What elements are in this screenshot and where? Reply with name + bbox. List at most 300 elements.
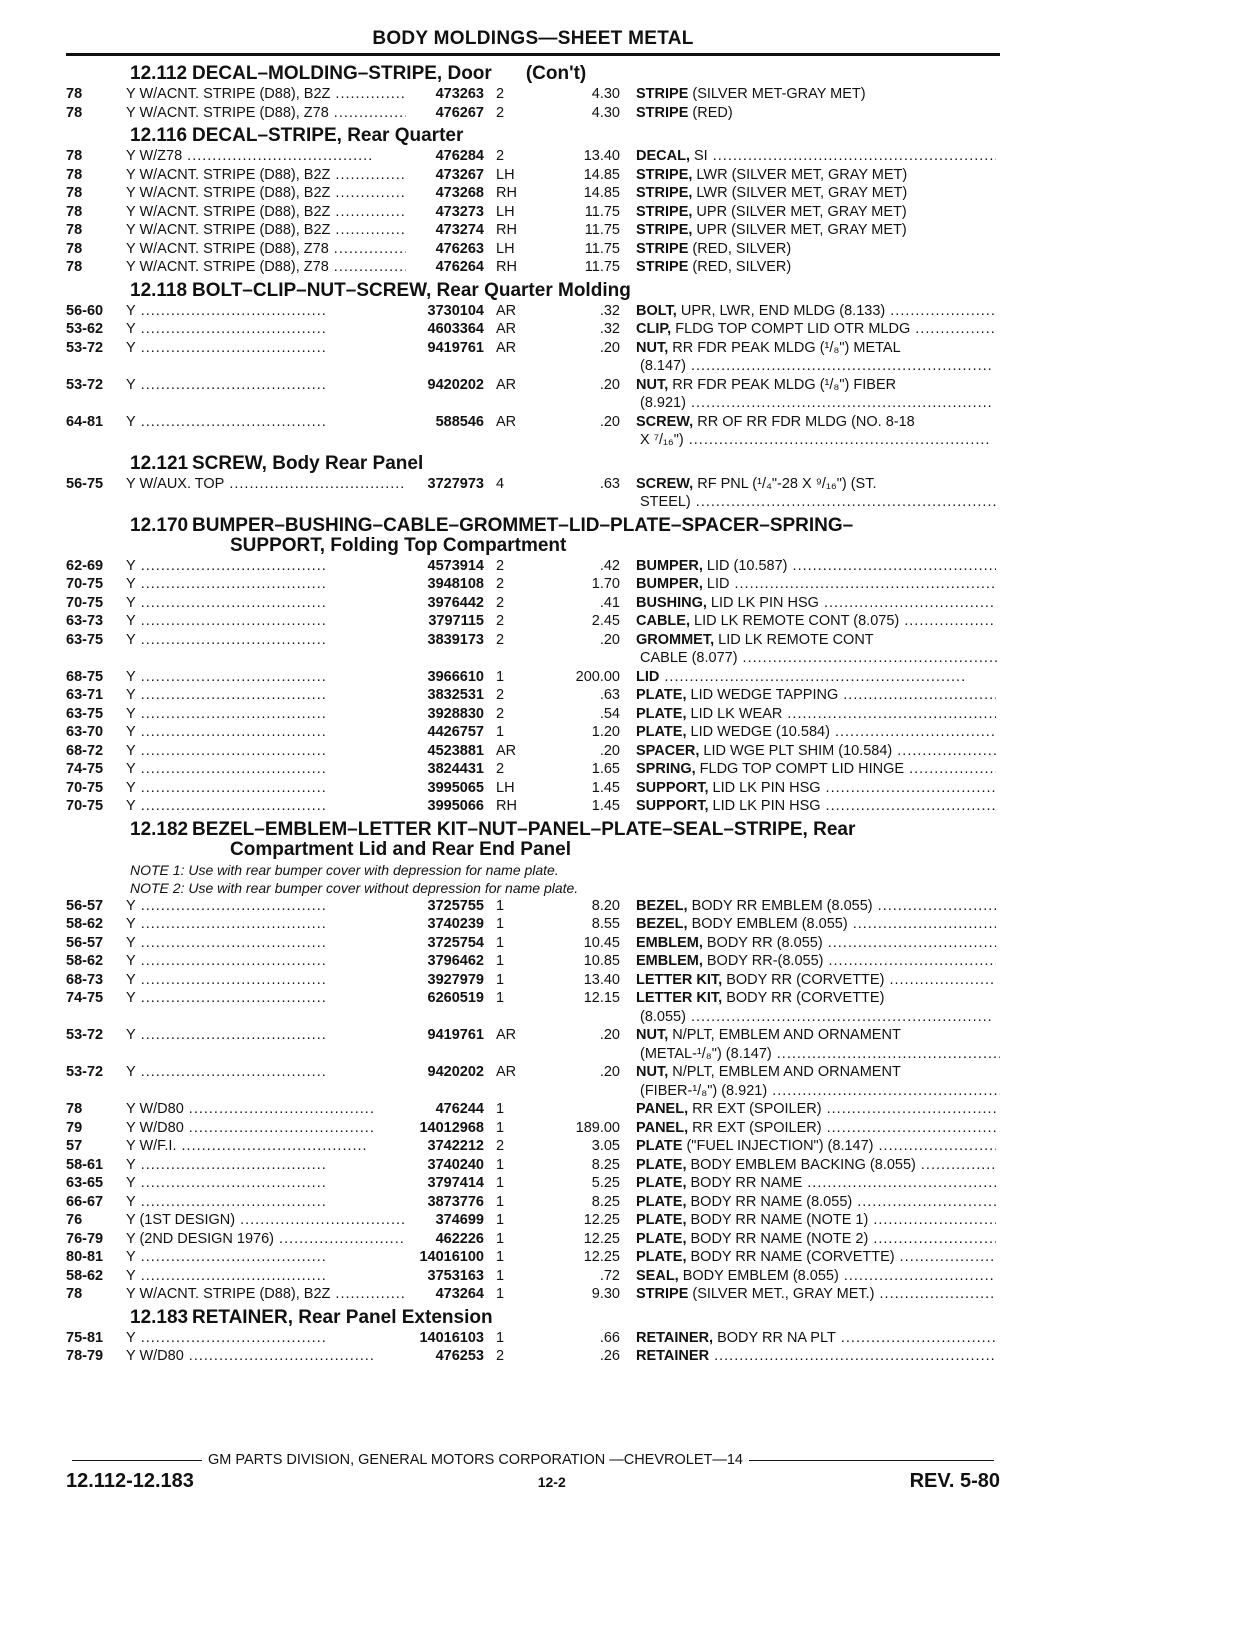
section-number: 12.182 <box>130 818 189 840</box>
part-detail: LWR (SILVER MET, GRAY MET) <box>692 185 908 201</box>
application <box>126 686 406 705</box>
part-row <box>66 971 1000 990</box>
description <box>628 104 996 123</box>
part-name: STRIPE, <box>636 166 693 183</box>
description <box>628 668 996 687</box>
model-years: 75-81 <box>66 1329 104 1346</box>
price: .20 <box>599 413 620 430</box>
quantity: 2 <box>496 705 505 722</box>
description-text <box>636 1194 996 1210</box>
part-detail: RR FDR PEAK MLDG (¹/₈") METAL <box>668 339 901 356</box>
application-text: Y ..... <box>126 595 327 611</box>
part-number: 3927979 <box>427 971 484 988</box>
quantity: 1 <box>496 1212 505 1228</box>
section-12-116 <box>66 122 1000 277</box>
price: 10.45 <box>583 934 620 951</box>
application-text: Y (1ST DESIGN) ..... <box>126 1212 406 1228</box>
model-years: 58-62 <box>66 916 104 932</box>
part-detail: LID LK PIN HSG <box>708 779 821 796</box>
part-name: STRIPE, <box>636 185 693 201</box>
description <box>628 971 996 990</box>
part-number: 3730104 <box>427 302 484 319</box>
application <box>126 1100 406 1119</box>
part-detail: RR OF RR FDR MLDG (NO. 8-18 <box>693 413 915 430</box>
description <box>628 779 996 798</box>
model-years: 70-75 <box>66 798 104 814</box>
quantity: RH <box>496 259 517 275</box>
price: 8.25 <box>591 1156 620 1173</box>
description-text <box>636 761 996 777</box>
footer-bottom <box>66 1470 1000 1493</box>
part-detail: BODY EMBLEM BACKING (8.055) <box>686 1156 916 1173</box>
part-name: PLATE, <box>636 1193 687 1210</box>
application <box>126 1285 406 1304</box>
model-years: 80-81 <box>66 1249 104 1265</box>
price: .20 <box>599 376 620 393</box>
model-years: 76 <box>66 1212 83 1228</box>
part-detail: FLDG TOP COMPT LID OTR MLDG <box>671 321 911 337</box>
section-title <box>66 1304 1000 1329</box>
section-title <box>66 450 1000 475</box>
part-row <box>66 376 1000 395</box>
description <box>628 612 996 631</box>
part-detail: LID (10.587) <box>702 557 788 574</box>
application-text: Y ..... <box>126 321 327 337</box>
model-years: 58-62 <box>66 953 104 969</box>
price: .20 <box>599 1064 620 1080</box>
part-row <box>66 1174 1000 1193</box>
application-text: Y ..... <box>126 898 327 914</box>
application-text: Y W/ACNT. STRIPE (D88), Z78 ..... <box>126 241 406 257</box>
part-number: 14016100 <box>419 1249 484 1265</box>
description <box>628 1156 996 1175</box>
part-detail: LID WGE PLT SHIM (10.584) <box>699 742 893 759</box>
part-detail: RR EXT (SPOILER) <box>688 1101 822 1117</box>
description-text <box>636 241 791 257</box>
description <box>628 302 996 321</box>
part-name: CLIP, <box>636 321 672 337</box>
model-years: 63-75 <box>66 705 104 722</box>
description <box>628 413 996 432</box>
part-row <box>66 1230 1000 1249</box>
section-heading: RETAINER, Rear Panel Extension <box>192 1306 493 1328</box>
application <box>126 1193 406 1212</box>
quantity: AR <box>496 413 517 430</box>
description <box>628 1211 996 1230</box>
application <box>126 797 406 816</box>
part-number: 3873776 <box>427 1193 484 1210</box>
part-name: STRIPE <box>636 259 689 275</box>
description <box>628 952 996 971</box>
model-years: 64-81 <box>66 413 104 430</box>
part-row <box>66 203 1000 222</box>
part-row <box>66 147 1000 166</box>
description <box>628 760 996 779</box>
description-text <box>636 595 996 611</box>
part-row <box>66 339 1000 358</box>
part-row <box>66 594 1000 613</box>
application <box>126 934 406 953</box>
quantity: 1 <box>496 1286 505 1302</box>
application <box>126 1211 406 1230</box>
part-number: 3976442 <box>427 594 484 611</box>
part-number: 3727973 <box>427 475 484 492</box>
quantity: 2 <box>496 1348 505 1364</box>
description-text <box>636 167 907 183</box>
model-years: 53-62 <box>66 321 104 337</box>
price: .20 <box>599 339 620 356</box>
application-text: Y W/AUX. TOP ..... <box>126 476 406 492</box>
part-detail: LID LK PIN HSG <box>706 594 819 611</box>
description-text <box>636 340 901 356</box>
application <box>126 203 406 222</box>
application-text: Y ..... <box>126 761 327 777</box>
part-row <box>66 989 1000 1008</box>
part-row <box>66 85 1000 104</box>
part-number: 3725755 <box>427 897 484 914</box>
quantity: 1 <box>496 1101 505 1117</box>
section-heading: DECAL–STRIPE, Rear Quarter <box>192 125 464 146</box>
part-detail: LID <box>702 576 730 592</box>
application <box>126 779 406 798</box>
model-years: 53-72 <box>66 339 104 356</box>
model-years: 56-60 <box>66 302 104 319</box>
part-row <box>66 1329 1000 1348</box>
description <box>628 742 996 761</box>
application-text: Y W/ACNT. STRIPE (D88), B2Z ..... <box>126 222 406 238</box>
description-text <box>636 414 915 430</box>
model-years: 70-75 <box>66 594 104 611</box>
part-row <box>66 240 1000 259</box>
part-name: EMBLEM, <box>636 934 703 951</box>
part-row <box>66 1285 1000 1304</box>
page-footer <box>66 1452 1000 1493</box>
part-number: 476267 <box>435 104 484 121</box>
price: .20 <box>599 1027 620 1043</box>
quantity: LH <box>496 166 515 183</box>
model-years: 63-75 <box>66 631 104 648</box>
description <box>628 1174 996 1193</box>
application <box>126 705 406 724</box>
application <box>126 1137 406 1156</box>
part-name: STRIPE <box>636 240 689 257</box>
part-row <box>66 320 1000 339</box>
section-title <box>66 816 1000 861</box>
quantity: 1 <box>496 724 505 740</box>
section-title-line <box>66 281 1000 301</box>
price: 1.65 <box>591 761 620 777</box>
part-number: 3839173 <box>427 631 484 648</box>
description <box>628 915 996 934</box>
application-text: Y ..... <box>126 377 327 393</box>
footer-division-line <box>66 1452 1000 1468</box>
application-text: Y ..... <box>126 558 327 574</box>
application <box>126 557 406 576</box>
description <box>628 475 996 494</box>
model-years: 78 <box>66 1101 83 1117</box>
quantity: AR <box>496 321 517 337</box>
part-row <box>66 184 1000 203</box>
part-detail: BODY RR-(8.055) <box>702 953 824 969</box>
model-years: 63-65 <box>66 1175 104 1191</box>
application <box>126 1119 406 1138</box>
description-text <box>636 1157 996 1173</box>
section-heading: BUMPER–BUSHING–CABLE–GROMMET–LID–PLATE–SPACER–SPRING– <box>192 514 854 536</box>
description-text <box>636 576 996 592</box>
description-text <box>636 1348 996 1364</box>
description-continued-text: (METAL-¹/₈") (8.147) ..... <box>640 1046 1000 1062</box>
part-name: PANEL, <box>636 1101 689 1117</box>
application <box>126 320 406 339</box>
part-name: SEAL, <box>636 1267 679 1284</box>
application-text: Y ..... <box>126 1064 327 1080</box>
application-text: Y W/F.I. ..... <box>126 1138 368 1154</box>
application-text: Y ..... <box>126 990 327 1006</box>
application <box>126 475 406 494</box>
description <box>628 1267 996 1286</box>
model-years: 74-75 <box>66 990 104 1006</box>
part-detail: BODY RR EMBLEM (8.055) <box>687 897 873 914</box>
quantity: 1 <box>496 1193 505 1210</box>
part-row <box>66 221 1000 240</box>
quantity: RH <box>496 798 517 814</box>
application-text: Y ..... <box>126 743 327 759</box>
part-number: 3742212 <box>427 1138 484 1154</box>
model-years: 70-75 <box>66 779 104 796</box>
description-text <box>636 148 996 164</box>
part-name: PLATE, <box>636 724 687 740</box>
application <box>126 612 406 631</box>
part-row <box>66 1211 1000 1230</box>
part-number: 6260519 <box>427 990 484 1006</box>
description-continued <box>66 493 1000 512</box>
quantity: AR <box>496 1027 517 1043</box>
part-row <box>66 612 1000 631</box>
description-text <box>636 1138 996 1154</box>
price: 11.75 <box>584 259 620 275</box>
section-continued: (Con't) <box>525 63 587 84</box>
description-text <box>636 916 996 932</box>
quantity: 2 <box>496 576 505 592</box>
description-text <box>636 1101 996 1117</box>
footer-range: 12.112-12.183 <box>66 1470 194 1492</box>
part-detail: LID LK PIN HSG <box>708 798 821 814</box>
quantity: 2 <box>496 1138 505 1154</box>
part-number: 4573914 <box>427 557 484 574</box>
quantity: 1 <box>496 934 505 951</box>
part-row <box>66 1267 1000 1286</box>
application <box>126 1248 406 1267</box>
part-detail: (SILVER MET., GRAY MET.) <box>688 1286 875 1302</box>
part-number: 476263 <box>435 240 484 257</box>
description-text <box>636 953 996 969</box>
part-name: NUT, <box>636 1027 669 1043</box>
part-name: LETTER KIT, <box>636 990 723 1006</box>
part-name: PANEL, <box>636 1119 689 1136</box>
model-years: 56-57 <box>66 897 104 914</box>
part-detail: LWR (SILVER MET, GRAY MET) <box>692 166 908 183</box>
part-number: 473267 <box>435 166 484 183</box>
model-years: 78 <box>66 259 83 275</box>
model-years: 76-79 <box>66 1230 104 1247</box>
part-name: PLATE, <box>636 1249 687 1265</box>
part-detail: LID WEDGE (10.584) <box>686 724 830 740</box>
quantity: AR <box>496 339 517 356</box>
price: 8.20 <box>591 897 620 914</box>
part-name: STRIPE <box>636 86 689 102</box>
part-row <box>66 723 1000 742</box>
description-continued <box>66 649 1000 668</box>
part-detail: RR EXT (SPOILER) <box>688 1119 822 1136</box>
price: 13.40 <box>583 148 620 164</box>
part-row <box>66 1063 1000 1082</box>
part-number: 473273 <box>435 203 484 220</box>
part-name: BUSHING, <box>636 594 707 611</box>
description <box>628 1248 996 1267</box>
part-detail: UPR (SILVER MET, GRAY MET) <box>692 203 907 220</box>
part-number: 3966610 <box>427 668 484 685</box>
part-detail: UPR (SILVER MET, GRAY MET) <box>692 222 907 238</box>
model-years: 78-79 <box>66 1348 104 1364</box>
model-years: 78 <box>66 148 83 164</box>
application-text: Y ..... <box>126 303 327 319</box>
application-text: Y ..... <box>126 576 327 592</box>
application <box>126 302 406 321</box>
description <box>628 339 996 358</box>
header-rule <box>66 53 1000 56</box>
price: 1.20 <box>591 724 620 740</box>
section-number: 12.121 <box>130 452 189 474</box>
description-text <box>636 1212 996 1228</box>
description <box>628 258 996 277</box>
application <box>126 575 406 594</box>
application <box>126 85 406 104</box>
footer-revision: REV. 5-80 <box>909 1470 1000 1492</box>
part-number: 3948108 <box>427 576 484 592</box>
application <box>126 1174 406 1193</box>
description <box>628 594 996 613</box>
part-number: 476253 <box>435 1348 484 1364</box>
application-text: Y W/ACNT. STRIPE (D88), Z78 ..... <box>126 105 406 121</box>
part-number: 3797115 <box>428 613 484 629</box>
part-row <box>66 557 1000 576</box>
application <box>126 413 406 432</box>
part-number: 3740239 <box>427 916 484 932</box>
section-title-line <box>66 454 1000 474</box>
application <box>126 1329 406 1348</box>
section-title-line <box>66 126 1000 146</box>
part-number: 473264 <box>435 1286 484 1302</box>
part-name: SUPPORT, <box>636 779 709 796</box>
section-12-183 <box>66 1304 1000 1366</box>
description-text <box>636 204 907 220</box>
part-number: 3740240 <box>427 1156 484 1173</box>
part-detail: (RED) <box>688 104 733 121</box>
price: 14.85 <box>583 185 620 201</box>
part-detail: LID WEDGE TAPPING <box>686 687 839 703</box>
section-title <box>66 277 1000 302</box>
part-row <box>66 915 1000 934</box>
description-text <box>636 105 733 121</box>
model-years: 70-75 <box>66 576 104 592</box>
application <box>126 221 406 240</box>
model-years: 78 <box>66 240 83 257</box>
section-note: NOTE 1: Use with rear bumper cover with depression for name plate. <box>130 861 559 878</box>
part-detail: BODY RR NAME (8.055) <box>686 1193 853 1210</box>
application-text: Y ..... <box>126 724 327 740</box>
part-detail: (RED, SILVER) <box>688 259 792 275</box>
model-years: 79 <box>66 1119 83 1136</box>
description <box>628 797 996 816</box>
application-text: Y ..... <box>126 1249 327 1265</box>
part-number: 374699 <box>435 1212 484 1228</box>
price: 13.40 <box>583 971 620 988</box>
section-number: 12.118 <box>130 279 188 301</box>
price: 8.55 <box>591 916 620 932</box>
application <box>126 915 406 934</box>
description-text <box>636 1330 996 1346</box>
part-row <box>66 797 1000 816</box>
part-row <box>66 413 1000 432</box>
application-text: Y ..... <box>126 1330 327 1346</box>
application <box>126 376 406 395</box>
price: 2.45 <box>591 613 620 629</box>
part-number: 9420202 <box>427 1064 484 1080</box>
part-detail: N/PLT, EMBLEM AND ORNAMENT <box>668 1027 901 1043</box>
application <box>126 989 406 1008</box>
application <box>126 147 406 166</box>
model-years: 78 <box>66 86 83 102</box>
quantity: 1 <box>496 1156 505 1173</box>
section-12-182 <box>66 816 1000 1304</box>
part-row <box>66 897 1000 916</box>
part-row <box>66 686 1000 705</box>
part-number: 3928830 <box>427 705 484 722</box>
quantity: 2 <box>496 687 505 703</box>
section-heading: BOLT–CLIP–NUT–SCREW, Rear Quarter Molding <box>192 279 631 301</box>
part-detail: SI <box>689 148 708 164</box>
quantity: LH <box>496 779 515 796</box>
part-number: 476284 <box>435 148 484 164</box>
price: 8.25 <box>591 1193 620 1210</box>
description <box>628 1119 996 1138</box>
part-name: GROMMET, <box>636 631 715 648</box>
part-name: BEZEL, <box>636 897 688 914</box>
quantity: 1 <box>496 990 505 1006</box>
description <box>628 1026 996 1045</box>
description <box>628 376 996 395</box>
part-detail: N/PLT, EMBLEM AND ORNAMENT <box>668 1064 901 1080</box>
part-number: 3753163 <box>427 1267 484 1284</box>
part-number: 588546 <box>435 413 484 430</box>
part-name: PLATE, <box>636 1212 687 1228</box>
description-text <box>636 780 996 796</box>
description-text <box>636 1249 996 1265</box>
application <box>126 1026 406 1045</box>
part-number: 473263 <box>435 86 484 102</box>
part-name: STRIPE <box>636 104 689 121</box>
description <box>628 184 996 203</box>
description <box>628 1285 996 1304</box>
section-note: NOTE 2: Use with rear bumper cover without depression for name plate. <box>130 879 579 896</box>
part-row <box>66 952 1000 971</box>
page-header: BODY MOLDINGS—SHEET METAL <box>372 28 694 49</box>
application <box>126 971 406 990</box>
quantity: 1 <box>496 1267 505 1284</box>
description <box>628 557 996 576</box>
application-text: Y ..... <box>126 1175 327 1191</box>
model-years: 78 <box>66 203 83 220</box>
